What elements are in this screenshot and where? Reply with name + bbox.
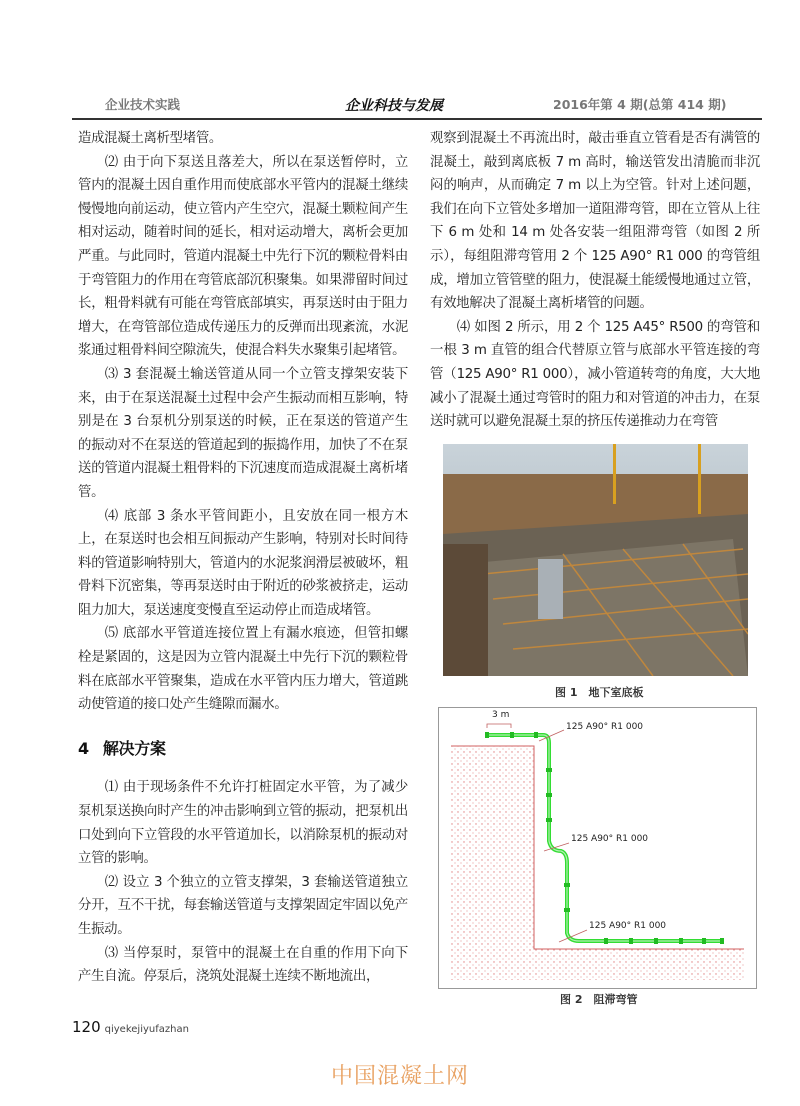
right-column	[430, 127, 760, 434]
page-footer	[72, 1018, 189, 1036]
paragraph: ⑷ 如图 2 所示，用 2 个 125 A45° R500 的弯管和一根 3 m 直管的组合代替原立管与底部水平管连接的弯管（125 A90° R1 000），减小管道转弯的角度，大大地减小了混凝土通过弯管时的阻力和对管道的冲击力，在泵送时就可以避免混凝土泵的挤压传递推动力在弯管	[430, 319, 760, 430]
bend-label: 125 A90° R1 000	[589, 921, 667, 931]
paragraph: 观察到混凝土不再流出时，敲击垂直立管看是否有满管的混凝土，敲到离底板 7 m 高时，输送管发出清脆而非沉闷的响声，从而确定 7 m 以上为空管。针对上述问题，我们在向下立管处多增加一道阻滞弯管，即在立管从上往下 6 m 处和 14 m 处各安装一组阻滞弯管（如图 2 所示），每组阻滞弯管用 2 个 125 A90° R1 000 的弯管组成，增加立管管壁的阻力，使混凝土能缓慢地通过立管，有效地解决了混凝土离析堵管的问题。	[430, 131, 760, 312]
section-number: 4	[78, 738, 89, 758]
figure1-photo	[443, 444, 748, 676]
figure2-diagram	[438, 707, 757, 989]
bend-label: 125 A90° R1 000	[571, 834, 649, 844]
dimension-label: 3 m	[492, 710, 510, 720]
bend-label: 125 A90° R1 000	[566, 722, 644, 732]
issue-info: 2016年第 4 期(总第 414 期)	[553, 97, 727, 112]
paragraph: ⑵ 设立 3 个独立的立管支撑架，3 套输送管道独立分开，互不干扰，每套输送管道与支撑架固定牢固以免产生振动。	[78, 874, 408, 937]
watermark: 中国混凝土网	[330, 1064, 469, 1089]
footer-site: qiyekejiyufazhan	[104, 1024, 189, 1035]
page-bottom	[0, 1018, 800, 1098]
paragraph: ⑷ 底部 3 条水平管间距小，且安放在同一根方木上，在泵送时也会相互间振动产生影响，特别对长时间待料的管道影响特别大，管道内的水泥浆润滑层被破坏，粗骨料下沉密集，等再泵送时由于附近的砂浆被挤走，运动阻力加大，泵送速度变慢直至运动停止而造成堵管。	[78, 508, 408, 618]
section-title: 解决方案	[102, 738, 166, 758]
figure2-caption: 图 2 阻滞弯管	[560, 993, 638, 1006]
paragraph: 造成混凝土离析型堵管。	[78, 131, 222, 146]
page-number: 120	[72, 1018, 101, 1036]
figures-block	[0, 444, 800, 1014]
header-rule	[72, 118, 762, 120]
header-section: 企业技术实践	[105, 97, 181, 112]
paragraph: ⑴ 由于现场条件不允许打桩固定水平管，为了减少泵机泵送换向时产生的冲击影响到立管的振动，把泵机出口处到向下立管段的水平管道加长，以消除泵机的振动对立管的影响。	[78, 780, 408, 867]
journal-title: 企业科技与发展	[345, 98, 443, 114]
figure1-caption: 图 1 地下室底板	[555, 686, 644, 699]
paragraph: ⑸ 底部水平管道连接位置上有漏水痕迹，但管扣螺栓是紧固的，这是因为立管内混凝土中先行下沉的颗粒骨料在底部水平管聚集，造成在水平管内压力增大，管道跳动使管道的接口处产生缝隙而漏水。	[78, 626, 408, 713]
paragraph: ⑶ 3 套混凝土输送管道从同一个立管支撑架安装下来，由于在泵送混凝土过程中会产生振动而相互影响，特别是在 3 台泵机分别泵送的时候，正在泵送的管道产生的振动对不在泵送的管道起到的振捣作用，加快了不在泵送的管道内混凝土粗骨料的下沉速度而造成混凝土离析堵管。	[78, 366, 408, 500]
paragraph: ⑵ 由于向下泵送且落差大，所以在泵送暂停时，立管内的混凝土因自重作用而使底部水平管内的混凝土继续慢慢地向前运动，使立管内产生空穴，混凝土颗粒间产生相对运动，随着时间的延长，相对运动增大，离析会更加严重。与此同时，管道内混凝土中先行下沉的颗粒骨料由于弯管阻力的作用在弯管底部沉积聚集。如果滞留时间过长，粗骨料就有可能在弯管底部填实，再泵送时由于阻力增大，在弯管部位造成传递压力的反弹而出现紊流，水泥浆通过粗骨料间空隙流失，使混合料失水聚集引起堵管。	[78, 154, 408, 359]
paragraph: ⑶ 当停泵时，泵管中的混凝土在自重的作用下向下产生自流。停泵后，浇筑处混凝土连续不断地流出，	[78, 945, 408, 985]
